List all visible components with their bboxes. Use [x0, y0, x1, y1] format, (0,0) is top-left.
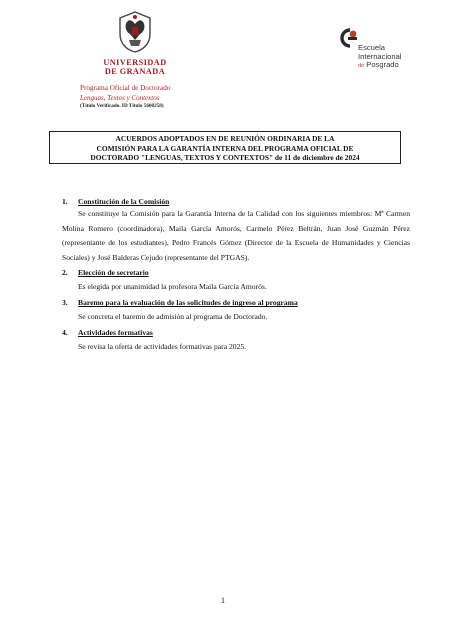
item-heading: Baremo para la evaluación de las solicitudes de ingreso al programa — [78, 298, 298, 308]
item-number: 3. — [62, 298, 68, 308]
item-heading: Constitución de la Comisión — [78, 197, 170, 206]
item-number: 4. — [62, 328, 68, 338]
item-text: Es elegida por unanimidad la profesora Maila García Amorós. — [78, 282, 267, 292]
university-name: UNIVERSIDAD DE GRANADA — [103, 58, 167, 76]
program-verified-id: (Título Verificado. ID Título 5600258) — [80, 103, 164, 109]
item-heading: Actividades formativas — [78, 328, 153, 338]
item-heading: Elección de secretario — [78, 268, 149, 278]
item-text: Se constituye la Comisión para la Garantía Interna de la Calidad con los siguientes miembros: Mª Carmen Molina Romero (coordinadora), Maila García Amorós, Carmelo Pérez Beltrán, Juan José Guzmán Pérez (representante de los estudiantes), Pedro Francés Gómez (Director de la Escuela de Humanidades y Ciencias Sociales) y José Balderas Cejudo (representante del PTGAS). — [62, 209, 410, 262]
program-name: Programa Oficial de Doctorado — [80, 84, 171, 92]
school-logo — [336, 22, 436, 72]
document-title: ACUERDOS ADOPTADOS EN DE REUNIÓN ORDINARIA DE LA COMISIÓN PARA LA GARANTÍA INTERNA DEL PROGRAMA OFICIAL DE DOCTORADO "LENGUAS, TEXTOS Y CONTEXTOS" de 11 de diciembre de 2024 — [49, 131, 401, 164]
page-number: 1 — [221, 596, 225, 605]
item-text: Se concreta el baremo de admisión al programa de Doctorado. — [78, 312, 268, 322]
item-text: Se revisa la oferta de actividades formativas para 2025. — [78, 342, 247, 352]
program-subtitle: Lenguas, Textos y Contextos — [80, 94, 160, 102]
agreements-list — [62, 196, 410, 352]
agreement-item — [62, 196, 410, 265]
agreement-item — [62, 297, 410, 322]
school-logo-icon — [336, 26, 360, 50]
school-name: Escuela Internacional de Posgrado — [358, 43, 402, 70]
agreement-item — [62, 267, 410, 292]
item-number: 2. — [62, 268, 68, 278]
university-seal-icon — [116, 10, 154, 54]
agreement-item — [62, 327, 410, 352]
item-number: 1. — [62, 197, 68, 206]
